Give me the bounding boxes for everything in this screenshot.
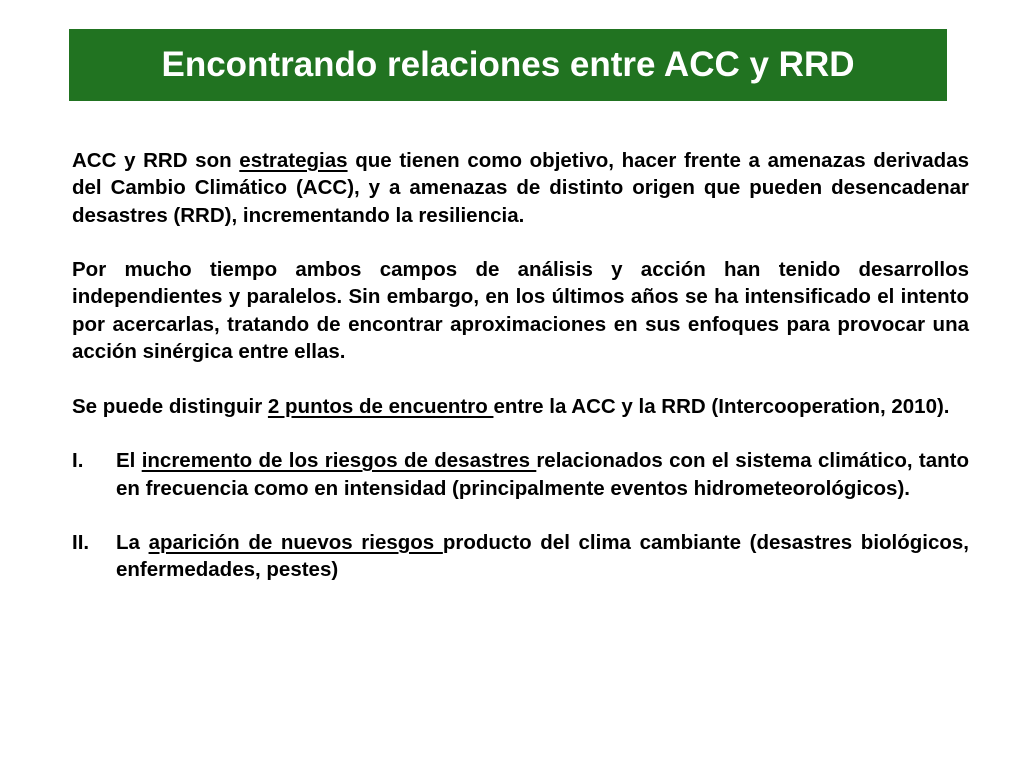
underlined-term: 2 puntos de encuentro [267,394,494,418]
list-marker: II. [72,531,90,555]
list-marker: I. [72,449,84,473]
underlined-term: estrategias [239,149,348,172]
paragraph-text: entre la ACC y la RRD (Intercooperation, 2010). [493,394,950,418]
slide-body [72,147,969,584]
list-item-text [116,447,969,502]
list-item-text [116,529,969,584]
list-text: La [116,531,149,555]
paragraph-meeting-points [72,393,969,420]
title-bar [69,29,947,101]
paragraph-acc-rrd-definition [72,147,969,229]
underlined-term: aparición de nuevos riesgos [148,531,443,555]
underlined-term: incremento de los riesgos de desastres [141,449,537,473]
list-text: El [116,449,142,473]
paragraph-text: ACC y RRD son [72,149,240,172]
list-text: producto del clima cambiante (desastres biológicos, enfermedades, pestes) [116,531,969,582]
list-text: relacionados con el sistema climático, tanto en frecuencia como en intensidad (principalmente eventos hidrometeorológicos). [116,449,969,500]
paragraph-text: Se puede distinguir [72,394,268,418]
slide-title: Encontrando relaciones entre ACC y RRD [161,45,855,84]
paragraph-text: Por mucho tiempo ambos campos de análisis y acción han tenido desarrollos independientes y paralelos. Sin embargo, en los últimos años se ha intensificado el intento por acercarlas, tratando de encontrar aproximaciones en sus enfoques para provocar una acción sinérgica entre ellas. [72,258,969,364]
paragraph-history [72,256,969,365]
list-item-2 [72,529,969,584]
paragraph-text: que tienen como objetivo, hacer frente a amenazas derivadas del Cambio Climático (ACC), y a amenazas de distinto origen que pueden desencadenar desastres (RRD), incrementando la resiliencia. [72,149,969,227]
list-item-1 [72,447,969,502]
